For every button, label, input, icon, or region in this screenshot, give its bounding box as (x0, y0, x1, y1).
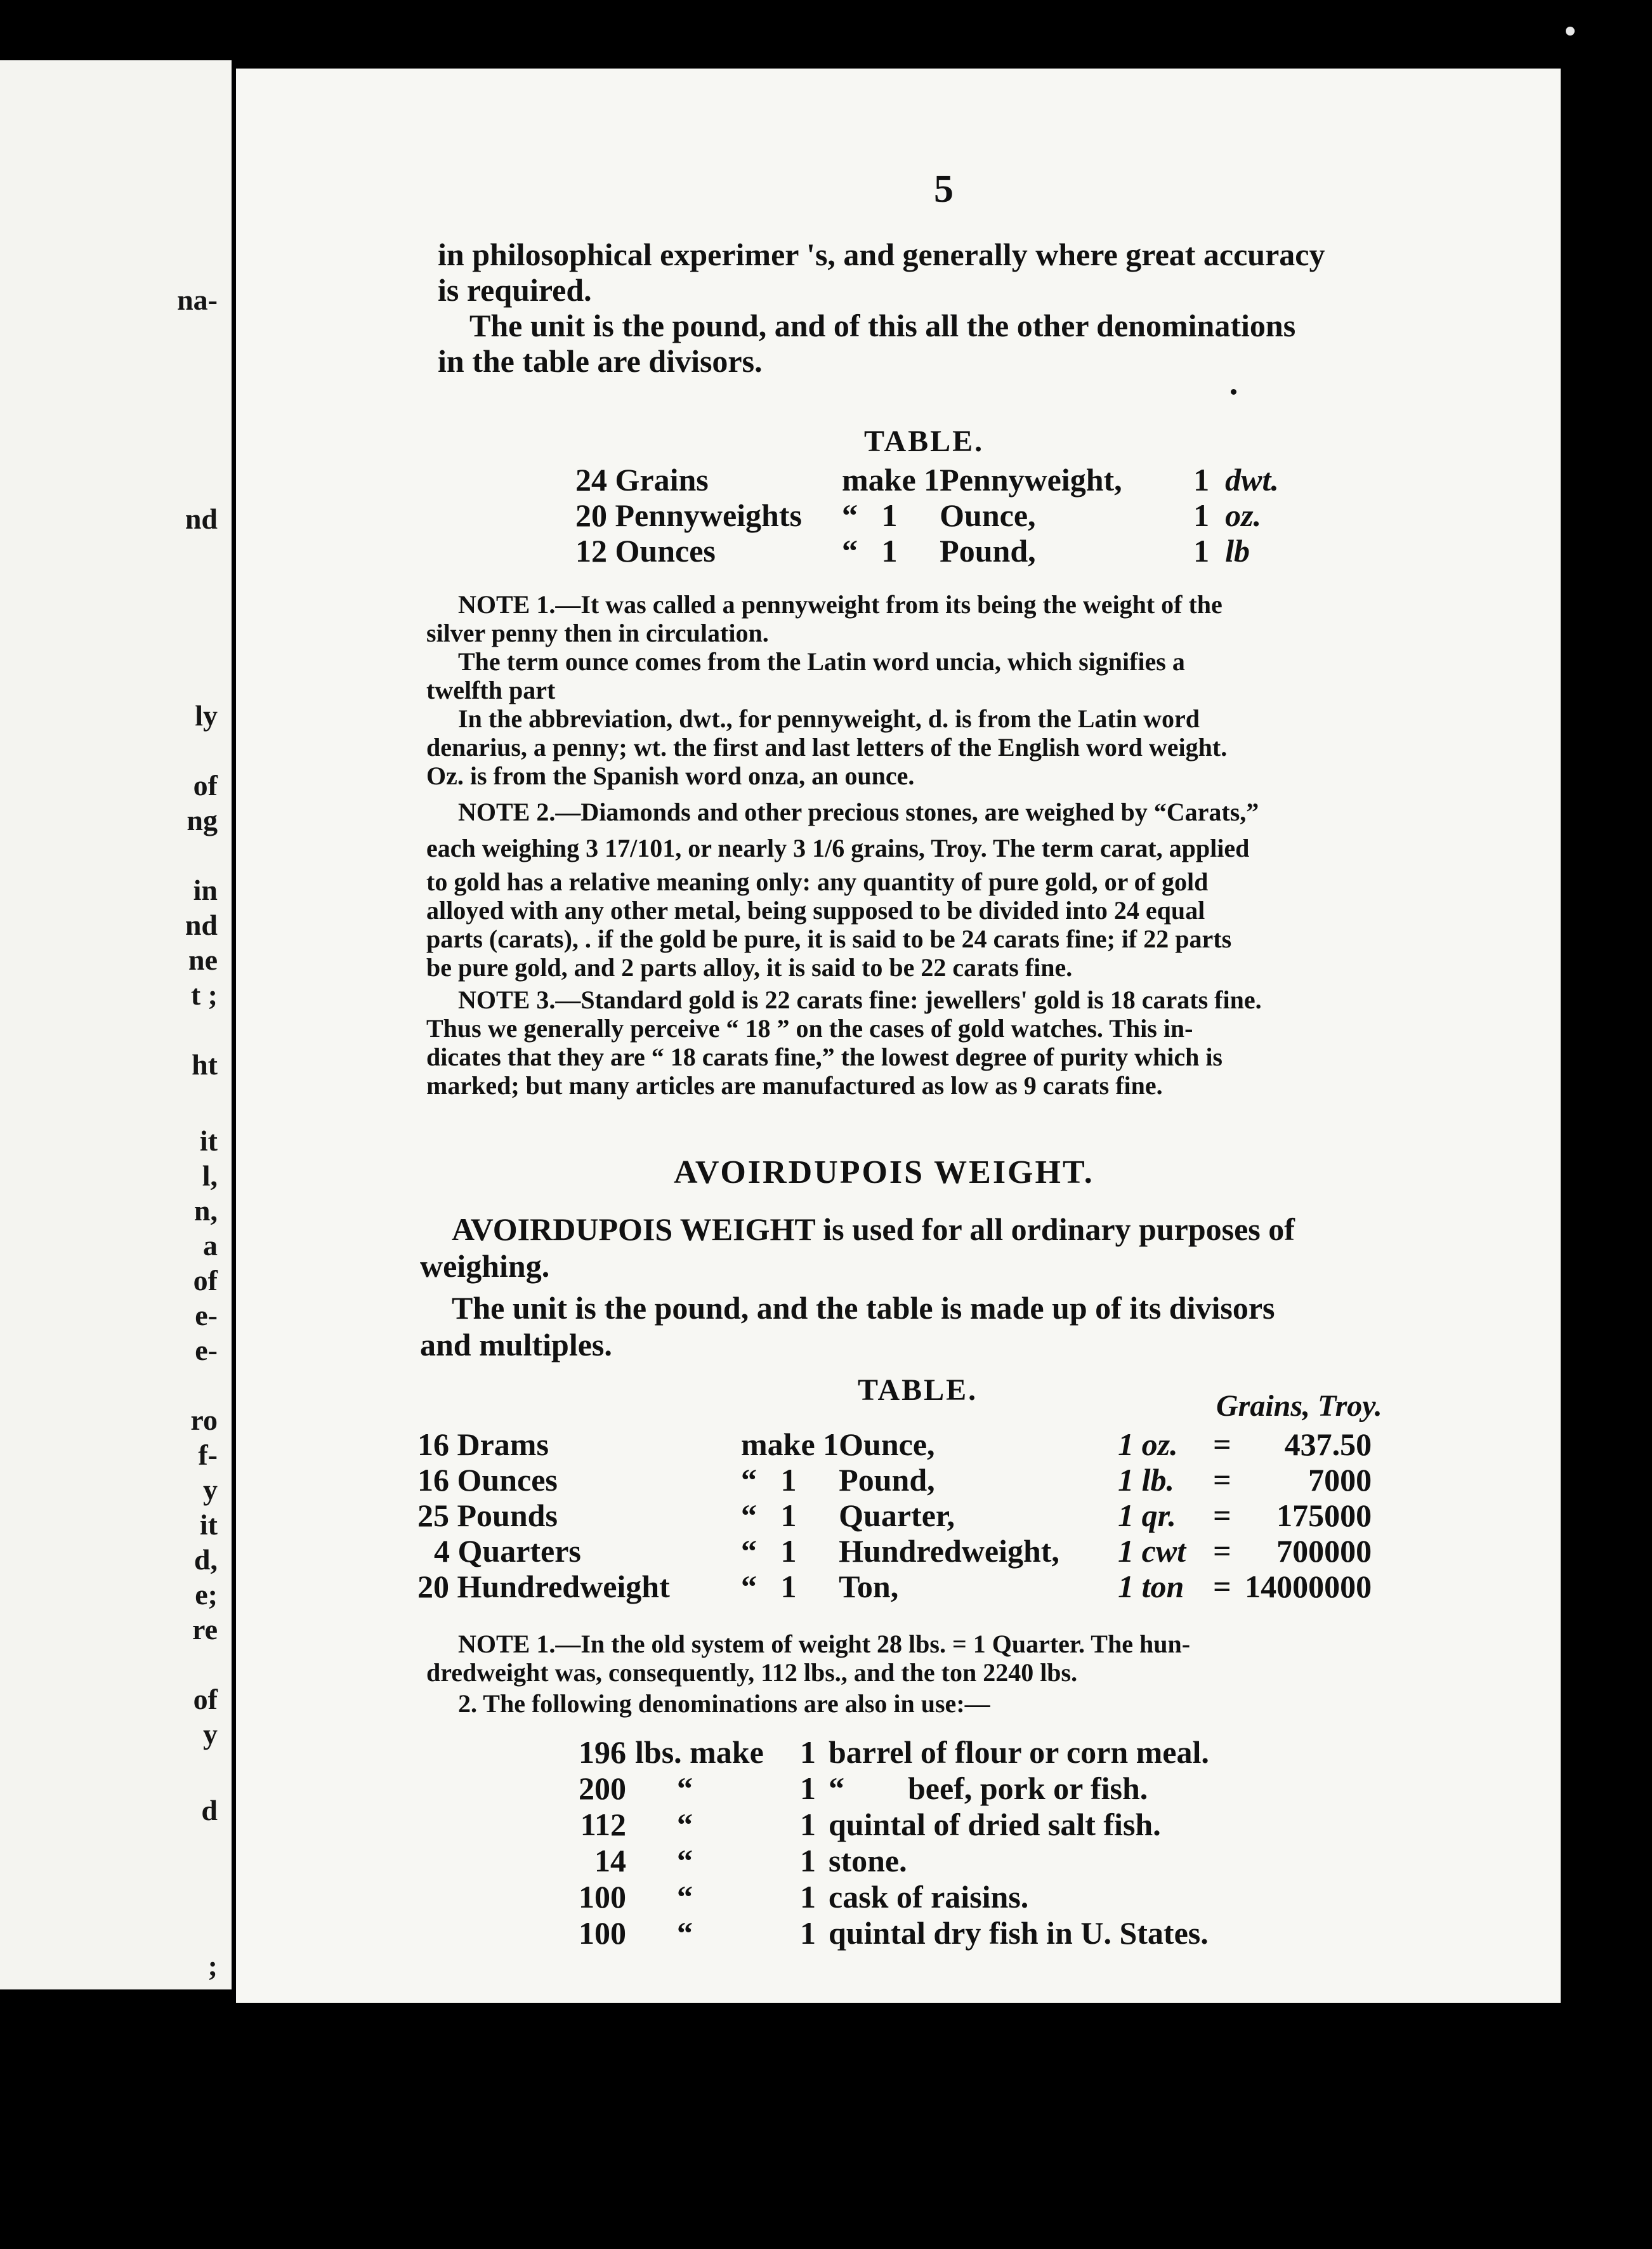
description-cell: “ beef, pork or fish. (829, 1771, 1148, 1806)
left-fragment: d (201, 1794, 218, 1826)
note-line: dredweight was, consequently, 112 lbs., and the ton 2240 lbs. (426, 1658, 1078, 1687)
left-fragment: ly (195, 699, 218, 732)
unit-cell: lbs. make (635, 1734, 764, 1770)
quantity-cell: 24 Grains (575, 462, 709, 498)
left-fragment: it (199, 1124, 218, 1157)
unit-cell: Pennyweight, (940, 462, 1122, 498)
note-line: NOTE 1.—In the old system of weight 28 lbs. = 1 Quarter. The hun- (458, 1630, 1191, 1658)
note-line: NOTE 1.—It was called a pennyweight from its being the weight of the (458, 590, 1223, 619)
equals-cell: = (1213, 1427, 1231, 1462)
table-row (566, 1807, 1209, 1843)
one-cell: 1 (800, 1915, 816, 1951)
table-row (566, 1734, 1209, 1771)
note-line: In the abbreviation, dwt., for pennyweight, d. is from the Latin word (458, 704, 1200, 733)
unit-cell: Hundredweight, (839, 1533, 1059, 1569)
quantity-cell: 200 (579, 1771, 626, 1806)
grains-cell: 14000000 (1245, 1569, 1372, 1604)
left-fragment: re (192, 1613, 218, 1646)
equals-cell: = (1213, 1498, 1231, 1533)
left-fragment: y (203, 1474, 218, 1506)
table-row (417, 1533, 1372, 1569)
table-row (575, 533, 1279, 569)
note-line: The term ounce comes from the Latin word uncia, which signifies a (458, 647, 1185, 676)
unit-cell: “ (677, 1915, 693, 1951)
table-row (417, 1498, 1372, 1533)
quantity-cell: 20 Pennyweights (575, 498, 802, 533)
unit-cell: Quarter, (839, 1498, 955, 1533)
left-fragment: ng (187, 804, 218, 836)
description-cell: cask of raisins. (829, 1879, 1029, 1915)
troy-notes (426, 590, 1530, 1100)
quantity-cell: 12 Ounces (575, 533, 716, 569)
note-line: twelfth part (426, 676, 556, 704)
one-cell: 1 (800, 1843, 816, 1878)
verb-cell: make 1 (741, 1427, 839, 1462)
unit-cell: Pound, (839, 1462, 935, 1498)
left-fragment: e- (195, 1334, 218, 1366)
verb-cell: “ 1 (741, 1569, 797, 1604)
note-line: marked; but many articles are manufactured as low as 9 carats fine. (426, 1071, 1163, 1100)
left-fragment: na- (177, 284, 218, 316)
note-line: to gold has a relative meaning only: any quantity of pure gold, or of gold (426, 867, 1209, 896)
table-row (566, 1915, 1209, 1951)
left-fragment: of (193, 1683, 218, 1715)
unit-cell: Ounce, (839, 1427, 935, 1462)
description-cell: quintal dry fish in U. States. (829, 1915, 1209, 1951)
abbr-cell: oz. (1225, 498, 1262, 533)
one-cell: 1 (800, 1734, 816, 1770)
verb-cell: “ 1 (741, 1462, 797, 1498)
table-row (575, 462, 1279, 498)
quantity-cell: 100 (579, 1915, 626, 1951)
text-line: in the table are divisors. (438, 343, 763, 379)
previous-page-edge (0, 60, 232, 1989)
one-cell: 1 (800, 1879, 816, 1915)
left-fragment: in (193, 874, 218, 906)
grains-cell: 175000 (1276, 1498, 1372, 1533)
avoirdupois-intro (420, 1211, 1530, 1363)
troy-weight-table (575, 462, 1279, 569)
one-cell: 1 (800, 1807, 816, 1842)
table-row (417, 1427, 1372, 1462)
left-fragment: it (199, 1508, 218, 1541)
grains-cell: 7000 (1308, 1462, 1372, 1498)
note-line: denarius, a penny; wt. the first and last letters of the English word weight. (426, 733, 1228, 762)
abbr-cell: 1 ton (1118, 1569, 1184, 1604)
left-fragment: f- (198, 1439, 218, 1471)
left-fragment: a (203, 1229, 218, 1262)
left-fragment: of (193, 1264, 218, 1296)
avoirdupois-table-title: TABLE. (858, 1373, 978, 1407)
quantity-cell: 196 (579, 1734, 626, 1770)
unit-cell: Pound, (940, 533, 1036, 569)
left-fragment: y (203, 1718, 218, 1750)
description-cell: quintal of dried salt fish. (829, 1807, 1161, 1842)
abbr-number-cell: 1 (1193, 533, 1210, 569)
abbr-cell: 1 oz. (1118, 1427, 1178, 1462)
quantity-cell: 16 Ounces (417, 1462, 558, 1498)
note-line: alloyed with any other metal, being supposed to be divided into 24 equal (426, 896, 1205, 925)
table-row (566, 1771, 1209, 1807)
text-line: in philosophical experimer 's, and generally where great accuracy (438, 237, 1325, 272)
abbr-number-cell: 1 (1193, 498, 1210, 533)
description-cell: stone. (829, 1843, 907, 1878)
text-line: AVOIRDUPOIS WEIGHT is used for all ordinary purposes of (452, 1211, 1295, 1247)
section-heading: AVOIRDUPOIS WEIGHT. (674, 1154, 1094, 1190)
verb-cell: “ 1 (741, 1533, 797, 1569)
equals-cell: = (1213, 1533, 1231, 1569)
book-page (236, 69, 1561, 2003)
table-row (575, 498, 1279, 533)
note-line: silver penny then in circulation. (426, 619, 769, 647)
grains-cell: 700000 (1276, 1533, 1372, 1569)
unit-cell: “ (677, 1879, 693, 1915)
quantity-cell: 25 Pounds (417, 1498, 558, 1533)
abbr-cell: 1 lb. (1118, 1462, 1175, 1498)
text-line: weighing. (420, 1248, 550, 1284)
left-fragment: ht (192, 1048, 218, 1081)
note-line: each weighing 3 17/101, or nearly 3 1/6 grains, Troy. The term carat, applied (426, 834, 1250, 862)
left-fragment: n, (193, 1194, 218, 1227)
unit-cell: “ (677, 1807, 693, 1842)
one-cell: 1 (800, 1771, 816, 1806)
quantity-cell: 16 Drams (417, 1427, 549, 1462)
abbr-cell: dwt. (1225, 462, 1279, 498)
note-line: 2. The following denominations are also in use:— (458, 1689, 990, 1718)
abbr-cell: 1 qr. (1118, 1498, 1176, 1533)
troy-table-title: TABLE. (864, 425, 985, 458)
table-row (417, 1569, 1372, 1604)
verb-cell: “ 1 (842, 533, 898, 569)
quantity-cell: 4 Quarters (434, 1533, 581, 1569)
left-fragment: of (193, 769, 218, 801)
troy-intro (438, 237, 1529, 379)
table-row (566, 1879, 1209, 1915)
unit-cell: Ounce, (940, 498, 1036, 533)
abbr-number-cell: 1 (1193, 462, 1210, 498)
note-line: NOTE 2.—Diamonds and other precious stones, are weighed by “Carats,” (458, 798, 1259, 826)
quantity-cell: 100 (579, 1879, 626, 1915)
other-denominations-table (566, 1734, 1209, 1951)
note-line: Oz. is from the Spanish word onza, an ounce. (426, 762, 915, 790)
quantity-cell: 112 (580, 1807, 626, 1842)
table-row (566, 1843, 1209, 1879)
left-fragment: ne (188, 944, 218, 976)
left-fragment: ro (190, 1404, 218, 1436)
left-fragment: e- (195, 1299, 218, 1331)
left-fragment: e; (195, 1578, 218, 1611)
note-line: Thus we generally perceive “ 18 ” on the cases of gold watches. This in- (426, 1014, 1193, 1043)
quantity-cell: 14 (594, 1843, 626, 1878)
verb-cell: “ 1 (741, 1498, 797, 1533)
left-fragment: ; (207, 1949, 218, 1982)
equals-cell: = (1213, 1462, 1231, 1498)
avoirdupois-notes (426, 1630, 1530, 1718)
text-line: The unit is the pound, and of this all the other denominations (469, 308, 1296, 343)
table-row (417, 1462, 1372, 1498)
left-fragment: nd (185, 909, 218, 941)
abbr-cell: 1 cwt (1118, 1533, 1186, 1569)
ink-speck (1231, 389, 1236, 395)
grains-cell: 437.50 (1284, 1427, 1372, 1462)
unit-cell: “ (677, 1843, 693, 1878)
verb-cell: “ 1 (842, 498, 898, 533)
left-fragment: d, (193, 1543, 218, 1576)
note-line: parts (carats), . if the gold be pure, it is said to be 24 carats fine; if 22 parts (426, 925, 1232, 953)
unit-cell: Ton, (839, 1569, 899, 1604)
note-line: NOTE 3.—Standard gold is 22 carats fine: jewellers' gold is 18 carats fine. (458, 986, 1262, 1014)
note-line: dicates that they are “ 18 carats fine,” the lowest degree of purity which is (426, 1043, 1223, 1071)
unit-cell: “ (677, 1771, 693, 1806)
description-cell: barrel of flour or corn meal. (829, 1734, 1209, 1770)
left-fragment: t ; (190, 979, 218, 1011)
avoirdupois-table (417, 1427, 1372, 1604)
grains-troy-header: Grains, Troy. (1216, 1389, 1382, 1423)
note-line: be pure gold, and 2 parts alloy, it is said to be 22 carats fine. (426, 953, 1073, 982)
text-line: and multiples. (420, 1327, 612, 1362)
page-number: 5 (934, 168, 954, 211)
quantity-cell: 20 Hundredweight (417, 1569, 670, 1604)
left-fragment: l, (202, 1159, 218, 1192)
left-fragment: nd (185, 503, 218, 535)
verb-cell: make 1 (842, 462, 940, 498)
abbr-cell: lb (1225, 533, 1250, 569)
text-line: is required. (438, 272, 592, 308)
equals-cell: = (1213, 1569, 1231, 1604)
text-line: The unit is the pound, and the table is made up of its divisors (452, 1290, 1275, 1326)
scan-speck (1566, 27, 1575, 36)
